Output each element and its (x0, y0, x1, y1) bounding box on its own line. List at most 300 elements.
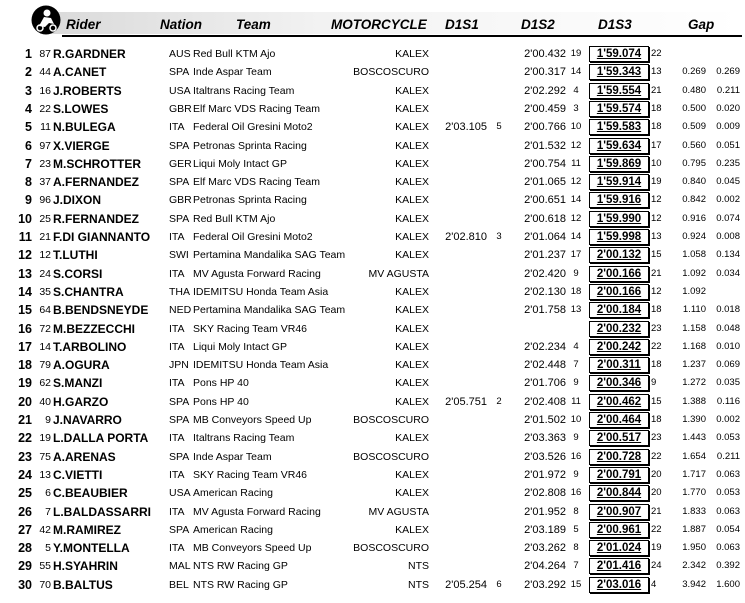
motorcycle: KALEX (395, 121, 429, 134)
gap-to-previous: 0.020 (716, 102, 740, 114)
sector2-time: 2'01.064 (524, 231, 566, 243)
rider-name: N.BULEGA (53, 120, 116, 135)
rider-number: 23 (39, 157, 51, 170)
rider-number: 25 (39, 212, 51, 225)
table-row (0, 45, 745, 63)
header-nation: Nation (160, 17, 202, 32)
gap-to-previous: 0.051 (716, 139, 740, 151)
nation: SPA (169, 450, 190, 463)
rider-name: Y.MONTELLA (53, 541, 130, 556)
sector1-time (430, 155, 487, 173)
sector1-lap (490, 155, 508, 173)
rider-number: 62 (39, 377, 51, 390)
table-row (0, 283, 745, 301)
rider-name: H.SYAHRIN (53, 559, 118, 574)
header-rule (62, 35, 742, 37)
nation: JPN (169, 359, 189, 372)
motorcycle: KALEX (395, 340, 429, 353)
rider-number: 12 (39, 249, 51, 262)
sector1-lap (490, 466, 508, 484)
sector1-time (430, 539, 487, 557)
sector2-lap: 9 (573, 267, 579, 279)
nation: SPA (169, 414, 190, 426)
sector2-time: 2'01.972 (524, 468, 566, 481)
sector3-lap: 15 (651, 395, 662, 407)
position: 16 (18, 321, 32, 336)
gap-to-first: 1.110 (682, 304, 706, 316)
table-row (0, 155, 745, 173)
position: 20 (18, 394, 32, 409)
sector2-lap: 9 (573, 377, 579, 389)
motorcycle: KALEX (395, 157, 429, 170)
rider-number: 6 (45, 487, 51, 500)
motorcycle: KALEX (395, 212, 429, 225)
sector2-time: 2'00.459 (524, 102, 566, 115)
sector2-lap: 15 (570, 578, 582, 590)
rider-name: B.BALTUS (53, 577, 113, 592)
sector1-time (430, 429, 487, 447)
gap-to-first: 0.924 (682, 231, 706, 242)
motorcycle: MV AGUSTA (368, 505, 429, 518)
nation: ITA (169, 432, 185, 445)
gap-to-first: 1.717 (682, 468, 706, 480)
sector1-lap (490, 338, 508, 356)
gap-to-previous: 0.235 (716, 157, 740, 169)
gap-to-first: 0.500 (682, 102, 706, 114)
gap-to-first: 1.058 (682, 249, 706, 261)
sector1-lap (490, 301, 508, 319)
gap-to-first: 0.842 (682, 194, 706, 206)
rider-name: L.BALDASSARRI (53, 504, 151, 519)
sector2-lap: 16 (570, 450, 582, 462)
gap-to-previous: 0.063 (716, 542, 740, 554)
sector3-time: 2'00.791 (589, 467, 649, 483)
team-name: MV Agusta Forward Racing (193, 505, 321, 518)
team-name: Red Bull KTM Ajo (193, 212, 276, 225)
position: 3 (25, 83, 32, 98)
nation: SPA (169, 212, 190, 225)
sector3-lap: 21 (651, 84, 662, 96)
sector3-lap: 22 (651, 450, 662, 462)
sector2-time: 2'01.532 (524, 139, 566, 152)
sector1-lap (490, 503, 508, 521)
position: 18 (18, 358, 32, 373)
sector2-lap: 12 (570, 212, 582, 224)
gap-to-previous: 0.053 (716, 487, 740, 499)
sector2-lap: 8 (573, 542, 579, 554)
sector1-lap (490, 137, 508, 155)
sector1-lap (490, 374, 508, 392)
sector2-time: 2'01.706 (524, 377, 566, 390)
rider-name: F.DI GIANNANTO (53, 230, 151, 244)
position: 21 (18, 413, 32, 427)
rider-number: 9 (45, 414, 51, 426)
motorcycle: KALEX (395, 194, 429, 207)
sector3-time: 2'00.184 (589, 302, 649, 318)
sector3-time: 2'00.346 (589, 375, 649, 391)
nation: ITA (169, 468, 185, 481)
sector2-lap: 16 (570, 487, 582, 499)
sector2-time: 2'02.448 (524, 359, 566, 372)
rider-number: 14 (39, 340, 51, 353)
gap-to-first: 1.237 (682, 359, 706, 371)
sector1-time (430, 137, 487, 155)
position: 6 (25, 138, 32, 153)
motorcycle: KALEX (395, 377, 429, 390)
sector1-lap: 2 (496, 395, 502, 407)
table-row (0, 576, 745, 594)
rider-number: 11 (40, 121, 51, 134)
team-name: Petronas Sprinta Racing (193, 194, 307, 207)
position: 23 (18, 449, 32, 464)
team-name: Liqui Moly Intact GP (193, 157, 287, 170)
gap-to-previous: 0.009 (716, 121, 740, 133)
table-row (0, 466, 745, 484)
nation: ITA (169, 231, 185, 243)
rider-number: 87 (39, 48, 51, 60)
sector3-lap: 22 (651, 340, 662, 352)
table-row (0, 320, 745, 338)
sector1-time (430, 338, 487, 356)
sector1-lap (490, 539, 508, 557)
sector2-lap (567, 320, 585, 338)
sector3-time: 1'59.869 (589, 156, 649, 172)
sector2-time: 2'01.065 (524, 176, 566, 189)
sector1-time (430, 557, 487, 575)
sector1-lap (490, 82, 508, 100)
gap-to-first: 1.168 (682, 340, 706, 352)
sector3-lap: 12 (651, 285, 662, 297)
sector1-lap: 6 (496, 578, 502, 590)
team-name: Italtrans Racing Team (193, 84, 295, 97)
rider-number: 5 (45, 542, 51, 555)
position: 28 (18, 541, 32, 556)
sector2-time: 2'01.237 (524, 249, 566, 262)
sector1-time: 2'03.105 (445, 121, 487, 134)
rider-name: T.LUTHI (53, 248, 98, 263)
gap-to-previous: 0.134 (716, 249, 740, 261)
header-team: Team (236, 17, 271, 32)
sector2-time: 2'00.618 (524, 212, 566, 225)
nation: SPA (169, 139, 190, 152)
sector1-lap: 3 (496, 231, 502, 242)
sector1-time: 2'02.810 (445, 231, 487, 243)
gap-to-previous (702, 45, 740, 63)
sector3-time: 2'00.132 (589, 247, 649, 263)
sector2-time: 2'03.363 (524, 432, 566, 445)
sector3-time: 2'00.242 (589, 339, 649, 355)
position: 1 (25, 47, 32, 61)
team-name: Elf Marc VDS Racing Team (193, 176, 321, 189)
team-name: IDEMITSU Honda Team Asia (193, 359, 329, 372)
nation: THA (169, 285, 190, 298)
rider-number: 70 (39, 578, 51, 591)
position: 5 (25, 120, 32, 135)
sector2-time: 2'00.651 (524, 194, 566, 207)
table-row (0, 448, 745, 466)
team-name: Pertamina Mandalika SAG Team (193, 304, 346, 317)
sector3-lap: 19 (651, 542, 662, 554)
sector1-time (430, 521, 487, 539)
gap-to-first (664, 45, 706, 63)
sector3-lap: 22 (651, 48, 662, 59)
sector3-time: 1'59.916 (589, 192, 649, 208)
sector1-time: 2'05.751 (445, 395, 487, 408)
sector1-time (430, 301, 487, 319)
sector3-time: 1'59.583 (589, 119, 649, 135)
team-name: Italtrans Racing Team (193, 432, 295, 445)
rider-number: 75 (39, 450, 51, 463)
rider-name: C.BEAUBIER (53, 486, 128, 501)
rider-name: R.GARDNER (53, 47, 126, 61)
sector3-time: 1'59.074 (589, 46, 649, 62)
rider-name: T.ARBOLINO (53, 339, 127, 354)
sector3-lap: 23 (651, 432, 662, 444)
nation: ITA (169, 377, 185, 390)
sector1-lap (490, 173, 508, 191)
gap-to-previous: 0.116 (716, 395, 740, 407)
position: 13 (18, 266, 32, 281)
gap-to-first: 1.654 (682, 450, 706, 462)
motorcycle: KALEX (395, 523, 429, 536)
rider-name: J.NAVARRO (53, 413, 122, 427)
nation: SPA (169, 66, 190, 79)
rider-number: 42 (39, 523, 51, 536)
header-d1s1: D1S1 (445, 17, 479, 32)
sector1-time (430, 503, 487, 521)
motorcycle: KALEX (395, 359, 429, 372)
sector1-lap (490, 265, 508, 283)
sector2-time: 2'02.292 (524, 84, 566, 97)
rider-name: M.RAMIREZ (53, 522, 121, 537)
team-name: Inde Aspar Team (193, 66, 272, 79)
gap-to-first: 0.795 (682, 157, 706, 169)
table-row (0, 521, 745, 539)
nation: SWI (169, 249, 189, 262)
sector3-lap: 9 (651, 377, 657, 389)
nation: SPA (169, 523, 190, 536)
sector3-lap: 22 (651, 523, 662, 535)
team-name: Elf Marc VDS Racing Team (193, 102, 321, 115)
sector3-lap: 12 (651, 194, 662, 206)
position: 22 (18, 431, 32, 446)
sector3-lap: 18 (651, 304, 662, 316)
gap-to-first: 1.390 (682, 414, 706, 425)
sector2-lap: 7 (573, 359, 579, 371)
rider-name: S.CORSI (53, 266, 103, 281)
position: 2 (25, 65, 32, 80)
sector3-lap: 18 (651, 359, 662, 371)
sector1-time (430, 448, 487, 466)
position: 4 (25, 101, 32, 116)
sector1-time (430, 466, 487, 484)
sector3-lap: 20 (651, 468, 662, 480)
table-row (0, 411, 745, 429)
rider-number: 64 (39, 304, 51, 317)
rider-name: L.DALLA PORTA (53, 431, 149, 446)
sector3-lap: 18 (651, 121, 662, 133)
gap-to-first: 2.342 (682, 560, 706, 572)
rider-number: 96 (39, 194, 51, 207)
table-row (0, 338, 745, 356)
motorcycle: KALEX (395, 231, 429, 243)
rider-name: R.FERNANDEZ (53, 211, 139, 226)
motorcycle: KALEX (395, 48, 429, 60)
sector2-time: 2'02.234 (524, 340, 566, 353)
gap-to-previous: 0.074 (716, 212, 740, 224)
sector1-time (430, 191, 487, 209)
sector1-lap (490, 411, 508, 429)
gap-to-previous: 0.048 (716, 322, 740, 334)
team-name: NTS RW Racing GP (193, 560, 288, 573)
sector2-time: 2'02.130 (524, 285, 566, 298)
team-name: Inde Aspar Team (193, 450, 272, 463)
table-row (0, 393, 745, 411)
rider-name: S.CHANTRA (53, 284, 124, 299)
position: 12 (18, 248, 32, 263)
table-row (0, 265, 745, 283)
gap-to-first: 1.443 (682, 432, 706, 444)
sector3-time: 1'59.343 (589, 64, 649, 80)
sector1-lap (490, 283, 508, 301)
table-row (0, 137, 745, 155)
sector1-lap (490, 484, 508, 502)
nation: ITA (169, 121, 185, 134)
sector2-lap: 11 (571, 157, 581, 169)
rider-name: B.BENDSNEYDE (53, 303, 149, 318)
team-name: Pertamina Mandalika SAG Team (193, 249, 346, 262)
motorcycle: KALEX (395, 249, 429, 262)
gap-to-previous: 0.211 (716, 450, 740, 462)
motorcycle-rider-icon (30, 5, 62, 35)
position: 9 (25, 193, 32, 208)
position: 10 (18, 211, 32, 226)
gap-to-first: 3.942 (682, 578, 706, 590)
sector1-time (430, 100, 487, 118)
sector3-time: 2'01.024 (589, 540, 649, 556)
header-d1s3: D1S3 (598, 17, 632, 32)
rider-number: 19 (39, 432, 51, 445)
motorcycle: KALEX (395, 468, 429, 481)
sector2-lap: 11 (571, 395, 581, 407)
position: 19 (18, 376, 32, 391)
motorcycle: KALEX (395, 487, 429, 500)
sector3-time: 2'00.311 (589, 357, 649, 373)
position: 7 (25, 156, 32, 171)
gap-to-first: 1.092 (682, 267, 706, 279)
position: 27 (18, 522, 32, 537)
sector3-lap: 19 (651, 176, 662, 188)
sector1-time (430, 173, 487, 191)
sector2-time: 2'01.502 (524, 414, 566, 426)
gap-to-first: 1.158 (682, 322, 706, 334)
table-row (0, 82, 745, 100)
sector2-lap: 9 (573, 468, 579, 480)
sector2-time: 2'04.264 (524, 560, 566, 573)
sector1-time (430, 246, 487, 264)
position: 8 (25, 175, 32, 190)
rider-name: A.FERNANDEZ (53, 175, 139, 190)
header-rider: Rider (66, 17, 101, 32)
sector2-time: 2'01.758 (524, 304, 566, 317)
nation: ITA (169, 322, 185, 335)
sector1-lap (490, 356, 508, 374)
rider-number: 21 (39, 231, 51, 243)
nation: GBR (169, 194, 192, 207)
nation: SPA (169, 395, 190, 408)
sector3-time: 2'00.844 (589, 485, 649, 501)
position: 15 (18, 303, 32, 318)
table-row (0, 356, 745, 374)
rider-number: 24 (39, 267, 51, 280)
team-name: Pons HP 40 (193, 395, 249, 408)
motorcycle: KALEX (395, 395, 429, 408)
gap-to-first: 1.950 (682, 542, 706, 554)
sector2-lap: 7 (573, 560, 579, 572)
table-row (0, 503, 745, 521)
motorcycle: KALEX (395, 304, 429, 317)
nation: MAL (169, 560, 191, 573)
nation: ITA (169, 340, 185, 353)
gap-to-first: 0.269 (682, 66, 706, 78)
gap-to-first: 0.560 (682, 139, 706, 151)
gap-to-previous: 1.600 (716, 578, 740, 590)
nation: ITA (169, 267, 185, 280)
sector2-lap: 12 (570, 176, 582, 188)
nation: AUS (169, 48, 191, 60)
nation: GBR (169, 102, 192, 115)
team-name: Petronas Sprinta Racing (193, 139, 307, 152)
sector1-time (430, 356, 487, 374)
gap-to-previous: 0.063 (716, 468, 740, 480)
sector2-lap: 18 (570, 285, 582, 297)
gap-to-previous: 0.002 (716, 414, 740, 425)
sector3-time: 1'59.990 (589, 211, 649, 227)
team-name: NTS RW Racing GP (193, 578, 288, 591)
rider-number: 79 (39, 359, 51, 372)
gap-to-previous: 0.069 (716, 359, 740, 371)
rider-name: A.OGURA (53, 358, 110, 373)
rider-number: 44 (39, 66, 51, 79)
gap-to-first: 1.388 (682, 395, 706, 407)
header-motorcycle: MOTORCYCLE (331, 17, 427, 32)
sector1-time (430, 210, 487, 228)
rider-number: 7 (45, 505, 51, 518)
sector3-lap: 18 (651, 102, 662, 114)
motorcycle: KALEX (395, 285, 429, 298)
sector2-time: 2'03.262 (524, 542, 566, 555)
sector3-time: 2'00.517 (589, 430, 649, 446)
position: 17 (18, 339, 32, 354)
nation: ITA (169, 542, 185, 555)
team-name: Federal Oil Gresini Moto2 (193, 121, 313, 134)
header-gap: Gap (688, 17, 715, 32)
gap-to-previous: 0.008 (716, 231, 740, 242)
sector1-time (430, 45, 487, 63)
sector3-time: 1'59.574 (589, 101, 649, 117)
motorcycle: BOSCOSCURO (353, 450, 429, 463)
rider-name: J.ROBERTS (53, 83, 122, 98)
table-row (0, 301, 745, 319)
sector3-time: 2'01.416 (589, 558, 649, 574)
table-row (0, 228, 745, 246)
table-row (0, 191, 745, 209)
sector1-time (430, 320, 487, 338)
gap-to-first: 1.272 (682, 377, 706, 389)
sector3-lap: 18 (651, 414, 662, 425)
sector2-time: 2'00.317 (524, 66, 566, 79)
sector1-lap (490, 557, 508, 575)
